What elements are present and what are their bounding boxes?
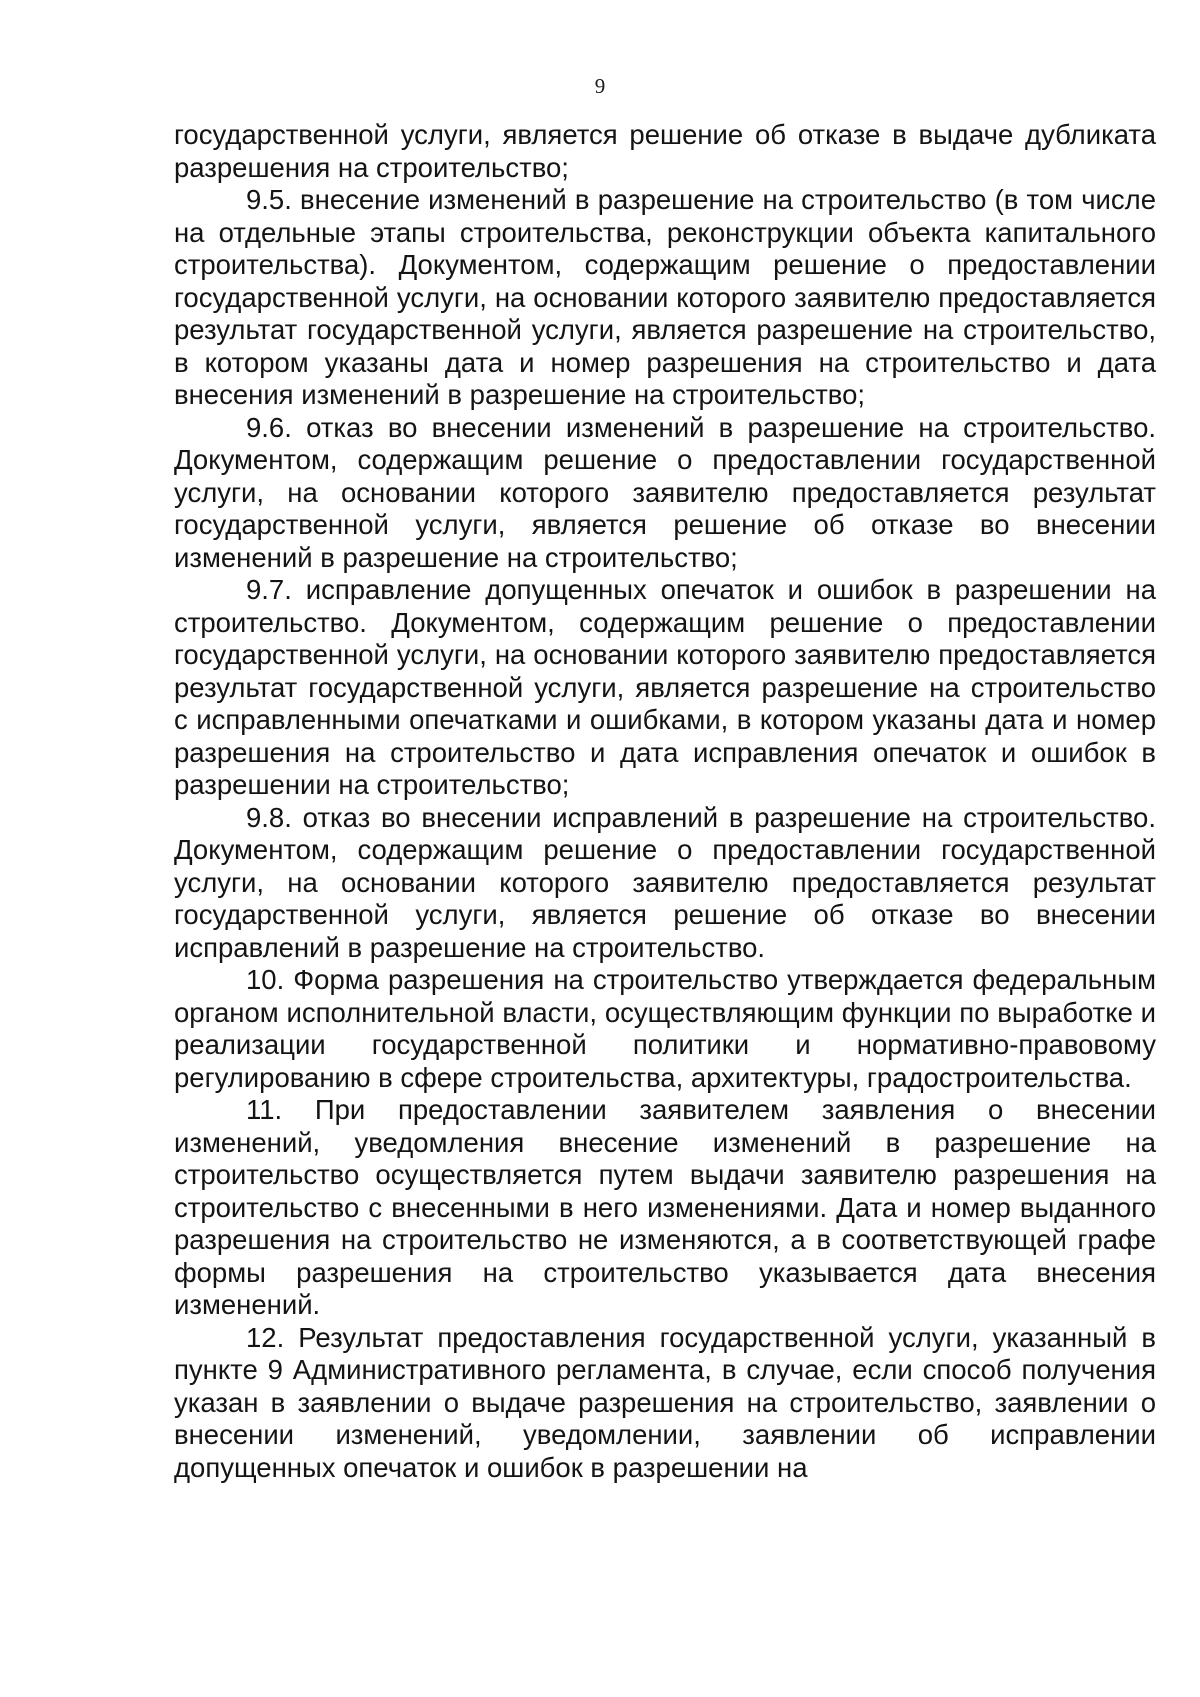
paragraph-9-8: 9.8. отказ во внесении исправлений в разрешение на строительство. Документом, содержащим решение о предоставлении государственной услуги, на основании которого заявителю предоставляется результат государственной услуги, является решение об отказе во внесении исправлений в разрешение на строительство. — [174, 801, 1156, 963]
paragraph-11: 11. При предоставлении заявителем заявления о внесении изменений, уведомления внесение изменений в разрешение на строительство осуществляется путем выдачи заявителю разрешения на строительство с внесенными в него изменениями. Дата и номер выданного разрешения на строительство не изменяются, а в соответствующей графе формы разрешения на строительство указывается дата внесения изменений. — [174, 1094, 1156, 1320]
paragraph-9-6: 9.6. отказ во внесении изменений в разрешение на строительство. Документом, содержащим решение о предоставлении государственной услуги, на основании которого заявителю предоставляется результат государственной услуги, является решение об отказе во внесении изменений в разрешение на строительство; — [174, 411, 1156, 573]
paragraph-continuation: государственной услуги, является решение об отказе в выдаче дубликата разрешения на строительство; — [174, 119, 1156, 183]
paragraph-10: 10. Форма разрешения на строительство утверждается федеральным органом исполнительной власти, осуществляющим функции по выработке и реализации государственной политики и нормативно-правовому регулированию в сфере строительства, архитектуры, градостроительства. — [174, 964, 1156, 1093]
page-number: 9 — [594, 74, 606, 98]
paragraph-12: 12. Результат предоставления государственной услуги, указанный в пункте 9 Административного регламента, в случае, если способ получения указан в заявлении о выдаче разрешения на строительство, заявлении о внесении изменений, уведомлении, заявлении об исправлении допущенных опечаток и ошибок в разрешении на — [174, 1321, 1156, 1483]
paragraph-9-7: 9.7. исправление допущенных опечаток и ошибок в разрешении на строительство. Документом, содержащим решение о предоставлении государственной услуги, на основании которого заявителю предоставляется результат государственной услуги, является разрешение на строительство с исправленными опечатками и ошибками, в котором указаны дата и номер разрешения на строительство и дата исправления опечаток и ошибок в разрешении на строительство; — [174, 574, 1156, 800]
document-body — [174, 119, 1156, 1484]
paragraph-9-5: 9.5. внесение изменений в разрешение на строительство (в том числе на отдельные этапы строительства, реконструкции объекта капитального строительства). Документом, содержащим решение о предоставлении государственной услуги, на основании которого заявителю предоставляется результат государственной услуги, является разрешение на строительство, в котором указаны дата и номер разрешения на строительство и дата внесения изменений в разрешение на строительство; — [174, 184, 1156, 410]
